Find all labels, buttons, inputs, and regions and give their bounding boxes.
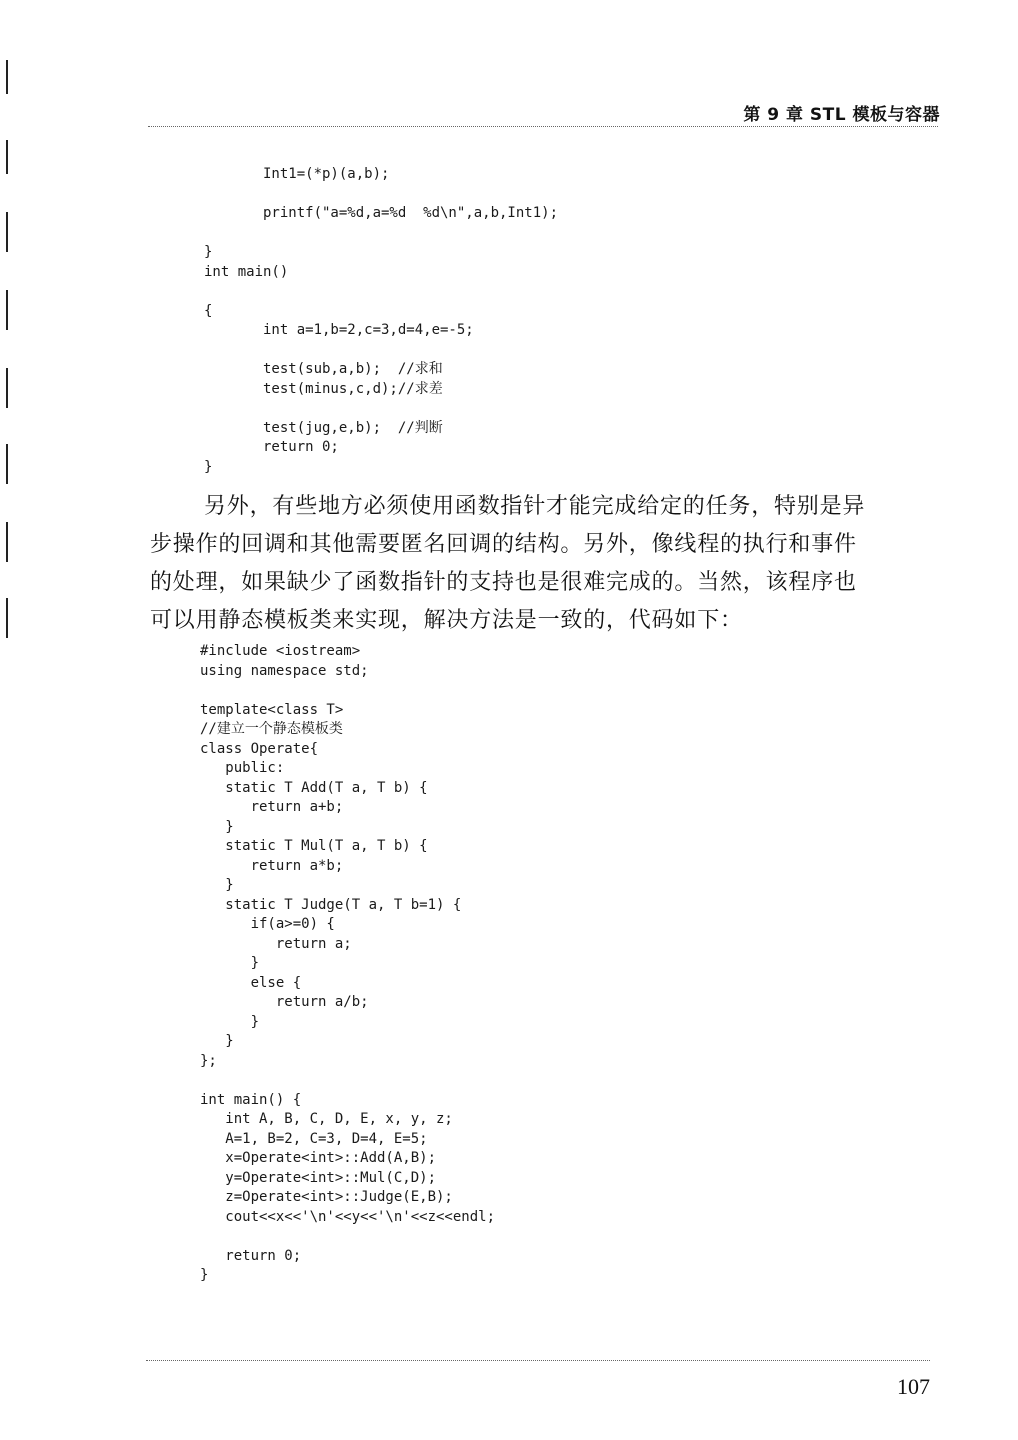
code-line: public: [200, 760, 285, 776]
code-line: } [200, 877, 234, 893]
code-line [200, 1227, 495, 1247]
code-line: } [204, 458, 213, 475]
paragraph-line: 可以用静态模板类来实现，解决方法是一致的，代码如下： [150, 608, 743, 633]
code-line [204, 341, 558, 361]
code-line: return 0; [200, 1247, 302, 1264]
code-line: return a*b; [200, 857, 344, 874]
code-line: test(jug,e,b); //判断 [204, 419, 443, 436]
binding-mark [6, 598, 8, 638]
paragraph-line: 的处理，如果缺少了函数指针的支持也是很难完成的。当然，该程序也 [150, 570, 857, 595]
code-line: int a=1,b=2,c=3,d=4,e=-5; [204, 322, 474, 338]
binding-mark [6, 212, 8, 252]
code-line [204, 224, 558, 244]
code-line: else { [200, 974, 302, 991]
code-line [200, 681, 495, 701]
code-line: test(sub,a,b); //求和 [204, 361, 443, 377]
code-line: return a; [200, 935, 352, 952]
code-line [204, 185, 558, 205]
running-head: 第 9 章 STL 模板与容器 [743, 105, 940, 125]
code-line: } [204, 244, 213, 260]
code-line: } [200, 818, 234, 835]
code-line: } [200, 955, 260, 971]
code-line: Int1=(*p)(a,b); [204, 166, 390, 182]
code-block-function-pointer [204, 165, 558, 477]
paragraph-line: 步操作的回调和其他需要匿名回调的结构。另外，像线程的执行和事件 [150, 532, 857, 557]
code-line: int main() [204, 263, 289, 280]
code-line: int A, B, C, D, E, x, y, z; [200, 1111, 453, 1127]
code-line: x=Operate<int>::Add(A,B); [200, 1150, 437, 1166]
code-line: printf("a=%d,a=%d %d\n",a,b,Int1); [204, 205, 559, 221]
code-line: } [200, 1013, 260, 1030]
code-line: //建立一个静态模板类 [200, 721, 343, 737]
code-line [204, 282, 558, 302]
code-line: z=Operate<int>::Judge(E,B); [200, 1189, 453, 1205]
code-line: { [204, 302, 213, 319]
code-line: #include <iostream> [200, 643, 361, 659]
page-number: 107 [897, 1374, 930, 1399]
code-line: y=Operate<int>::Mul(C,D); [200, 1169, 437, 1186]
binding-mark [6, 60, 8, 94]
code-line: static T Mul(T a, T b) { [200, 838, 428, 854]
code-line: test(minus,c,d);//求差 [204, 380, 443, 397]
code-line: return a+b; [200, 799, 344, 815]
code-line [200, 1071, 495, 1091]
binding-mark [6, 444, 8, 484]
code-line: A=1, B=2, C=3, D=4, E=5; [200, 1130, 428, 1147]
code-line: template<class T> [200, 701, 344, 718]
binding-mark [6, 522, 8, 562]
body-paragraph [150, 488, 940, 640]
code-line: return 0; [204, 439, 339, 455]
code-line: using namespace std; [200, 662, 369, 679]
code-line: }; [200, 1052, 217, 1069]
binding-mark [6, 290, 8, 330]
code-line: return a/b; [200, 994, 369, 1010]
binding-mark [6, 140, 8, 174]
code-line: class Operate{ [200, 740, 319, 757]
code-line: cout<<x<<'\n'<<y<<'\n'<<z<<endl; [200, 1208, 496, 1225]
header-rule [148, 126, 938, 127]
code-line: static T Add(T a, T b) { [200, 779, 428, 796]
code-line [204, 399, 558, 419]
paragraph-line: 另外，有些地方必须使用函数指针才能完成给定的任务，特别是异 [204, 494, 866, 519]
code-block-static-template [200, 642, 495, 1286]
code-line: int main() { [200, 1091, 302, 1108]
code-line: } [200, 1033, 234, 1049]
code-line: if(a>=0) { [200, 916, 335, 932]
code-line: static T Judge(T a, T b=1) { [200, 896, 462, 913]
footer-rule [146, 1360, 930, 1361]
code-line: } [200, 1267, 209, 1283]
binding-mark [6, 368, 8, 408]
